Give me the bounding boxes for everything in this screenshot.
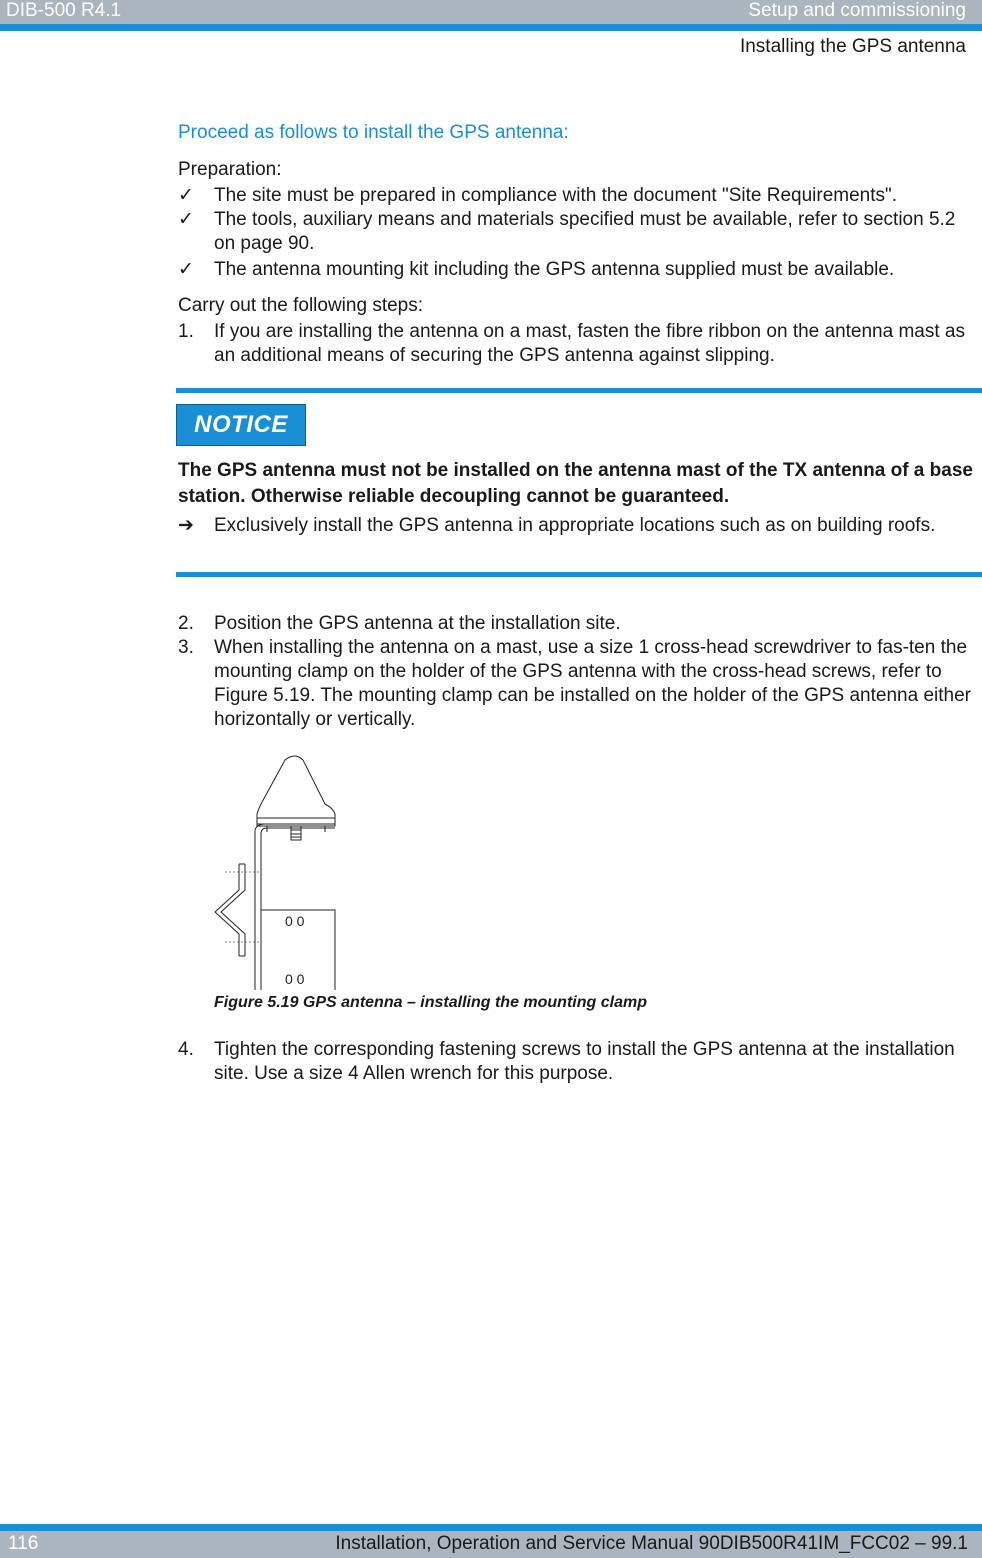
step-text: Tighten the corresponding fastening screws to install the GPS antenna at the installation site. Use a size 4 Allen wrench for this purpose. — [214, 1039, 955, 1084]
notice-badge: NOTICE — [176, 404, 306, 446]
check-icon: ✓ — [178, 209, 194, 230]
antenna-dome — [257, 756, 335, 824]
step-text: Position the GPS antenna at the installation site. — [214, 613, 621, 634]
step-number: 3. — [178, 637, 194, 658]
header-chapter: Setup and commissioning — [748, 0, 966, 21]
steps-label: Carry out the following steps: — [178, 295, 424, 316]
footer-accent-line — [0, 1524, 982, 1531]
check-icon: ✓ — [178, 185, 194, 206]
arrow-right-icon: ➔ — [178, 515, 194, 536]
procedure-heading: Proceed as follows to install the GPS antenna: — [178, 122, 569, 143]
header-accent-line — [0, 24, 982, 31]
header-doc-id: DIB-500 R4.1 — [6, 0, 122, 21]
notice-action: Exclusively install the GPS antenna in appropriate locations such as on building roofs. — [214, 515, 936, 536]
notice-top-rule — [176, 388, 982, 393]
preparation-check: The tools, auxiliary means and materials specified must be available, refer to section 5.2 on page 90. — [214, 209, 956, 254]
header-section: Installing the GPS antenna — [739, 36, 966, 57]
mounting-clamp-figure — [205, 752, 345, 992]
step-text: If you are installing the antenna on a mast, fasten the fibre ribbon on the antenna mast as an additional means of securing the GPS antenna against slipping. — [214, 321, 965, 366]
footer-manual-title: Installation, Operation and Service Manual 90DIB500R41IM_FCC02 – 99.1 — [335, 1533, 968, 1554]
preparation-check: The antenna mounting kit including the GPS antenna supplied must be available. — [214, 259, 895, 280]
preparation-label: Preparation: — [178, 159, 282, 180]
page-number: 116 — [8, 1533, 39, 1554]
step-number: 1. — [178, 321, 194, 342]
step-number: 2. — [178, 613, 194, 634]
notice-bottom-rule — [176, 572, 982, 577]
hole-label: 0 0 — [285, 971, 305, 987]
figure-caption: Figure 5.19 GPS antenna – installing the mounting clamp — [214, 994, 647, 1011]
notice-warning: The GPS antenna must not be installed on the antenna mast of the TX antenna of a base station. Otherwise reliable decoupling cannot be guaranteed. — [178, 460, 973, 507]
hole-label: 0 0 — [285, 913, 305, 929]
check-icon: ✓ — [178, 259, 194, 280]
step-number: 4. — [178, 1039, 194, 1060]
step-text: When installing the antenna on a mast, use a size 1 cross-head screwdriver to fas-ten the mounting clamp on the holder of the GPS antenna with the cross-head screws, refer to Figure 5.19. The mounting clamp can be installed on the holder of the GPS antenna either horizontally or vertically. — [214, 637, 971, 730]
antenna-base-plate — [257, 818, 335, 826]
preparation-check: The site must be prepared in compliance with the document "Site Requirements". — [214, 185, 898, 206]
